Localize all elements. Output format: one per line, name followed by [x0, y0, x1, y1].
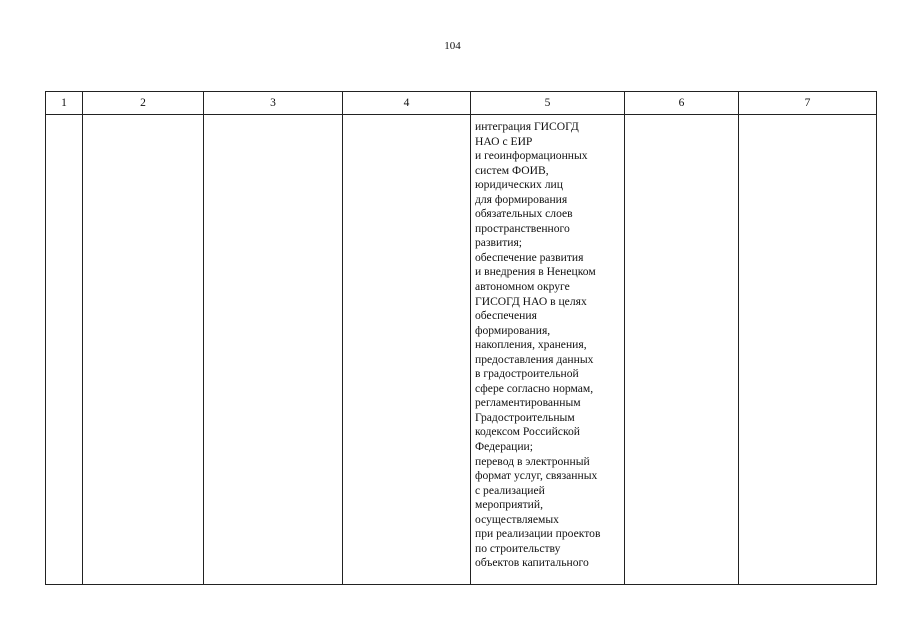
column-header-4: 4 [343, 92, 471, 115]
table-cell-col7 [739, 115, 877, 585]
column-header-5: 5 [471, 92, 625, 115]
table-cell-col5 [471, 115, 625, 585]
cell-text-line: ГИСОГД НАО в целях [475, 294, 587, 308]
cell-text-line: развития; [475, 236, 523, 250]
cell-text-line: Градостроительным [475, 410, 575, 424]
table-header-row [46, 92, 877, 115]
cell-text-line: обеспечение развития [475, 250, 584, 264]
table-cell-col1 [46, 115, 83, 585]
cell-text-line: интеграция ГИСОГД [475, 120, 579, 133]
table-cell-col4 [343, 115, 471, 585]
cell-text-line: регламентированным [475, 396, 581, 410]
cell-text-line: объектов капитального [475, 556, 589, 570]
table-cell-col3 [204, 115, 343, 585]
cell-text-line: Федерации; [475, 440, 533, 454]
cell-text-line: и геоинформационных [475, 149, 588, 163]
table-cell-col6 [625, 115, 739, 585]
column-header-2: 2 [83, 92, 204, 115]
cell-text-line: накопления, хранения, [475, 338, 587, 352]
cell-text-line: и внедрения в Ненецком [475, 265, 596, 279]
cell-text-line: формат услуг, связанных [475, 469, 598, 483]
cell-text-line: формирования, [475, 323, 551, 337]
table-cell-col2 [83, 115, 204, 585]
cell-text-line: перевод в электронный [475, 454, 590, 468]
document-table [45, 91, 877, 585]
table-row [46, 115, 877, 585]
cell-text-line: кодексом Российской [475, 425, 580, 439]
column-header-6: 6 [625, 92, 739, 115]
cell-text-line: с реализацией [475, 483, 545, 497]
column-header-3: 3 [204, 92, 343, 115]
cell-text-line: по строительству [475, 541, 561, 555]
cell-text-line: осуществляемых [475, 512, 559, 526]
cell-text-line: при реализации проектов [475, 527, 601, 541]
cell-text-line: пространственного [475, 221, 570, 235]
page-number: 104 [444, 40, 461, 52]
cell-text-line: обязательных слоев [475, 207, 573, 221]
column-header-1: 1 [46, 92, 83, 115]
cell-text-line: юридических лиц [475, 178, 563, 192]
cell-text-line: в градостроительной [475, 367, 579, 381]
cell-text-line: предоставления данных [475, 352, 594, 366]
cell-text-line: автономном округе [475, 280, 570, 294]
cell-text-line: мероприятий, [475, 498, 543, 512]
cell-text-line: сфере согласно нормам, [475, 381, 594, 395]
cell-text-line: обеспечения [475, 309, 537, 323]
column-header-7: 7 [739, 92, 877, 115]
cell-text-line: систем ФОИВ, [475, 163, 549, 177]
cell-text-line: для формирования [475, 192, 568, 206]
cell-text-line: НАО с ЕИР [475, 134, 533, 148]
